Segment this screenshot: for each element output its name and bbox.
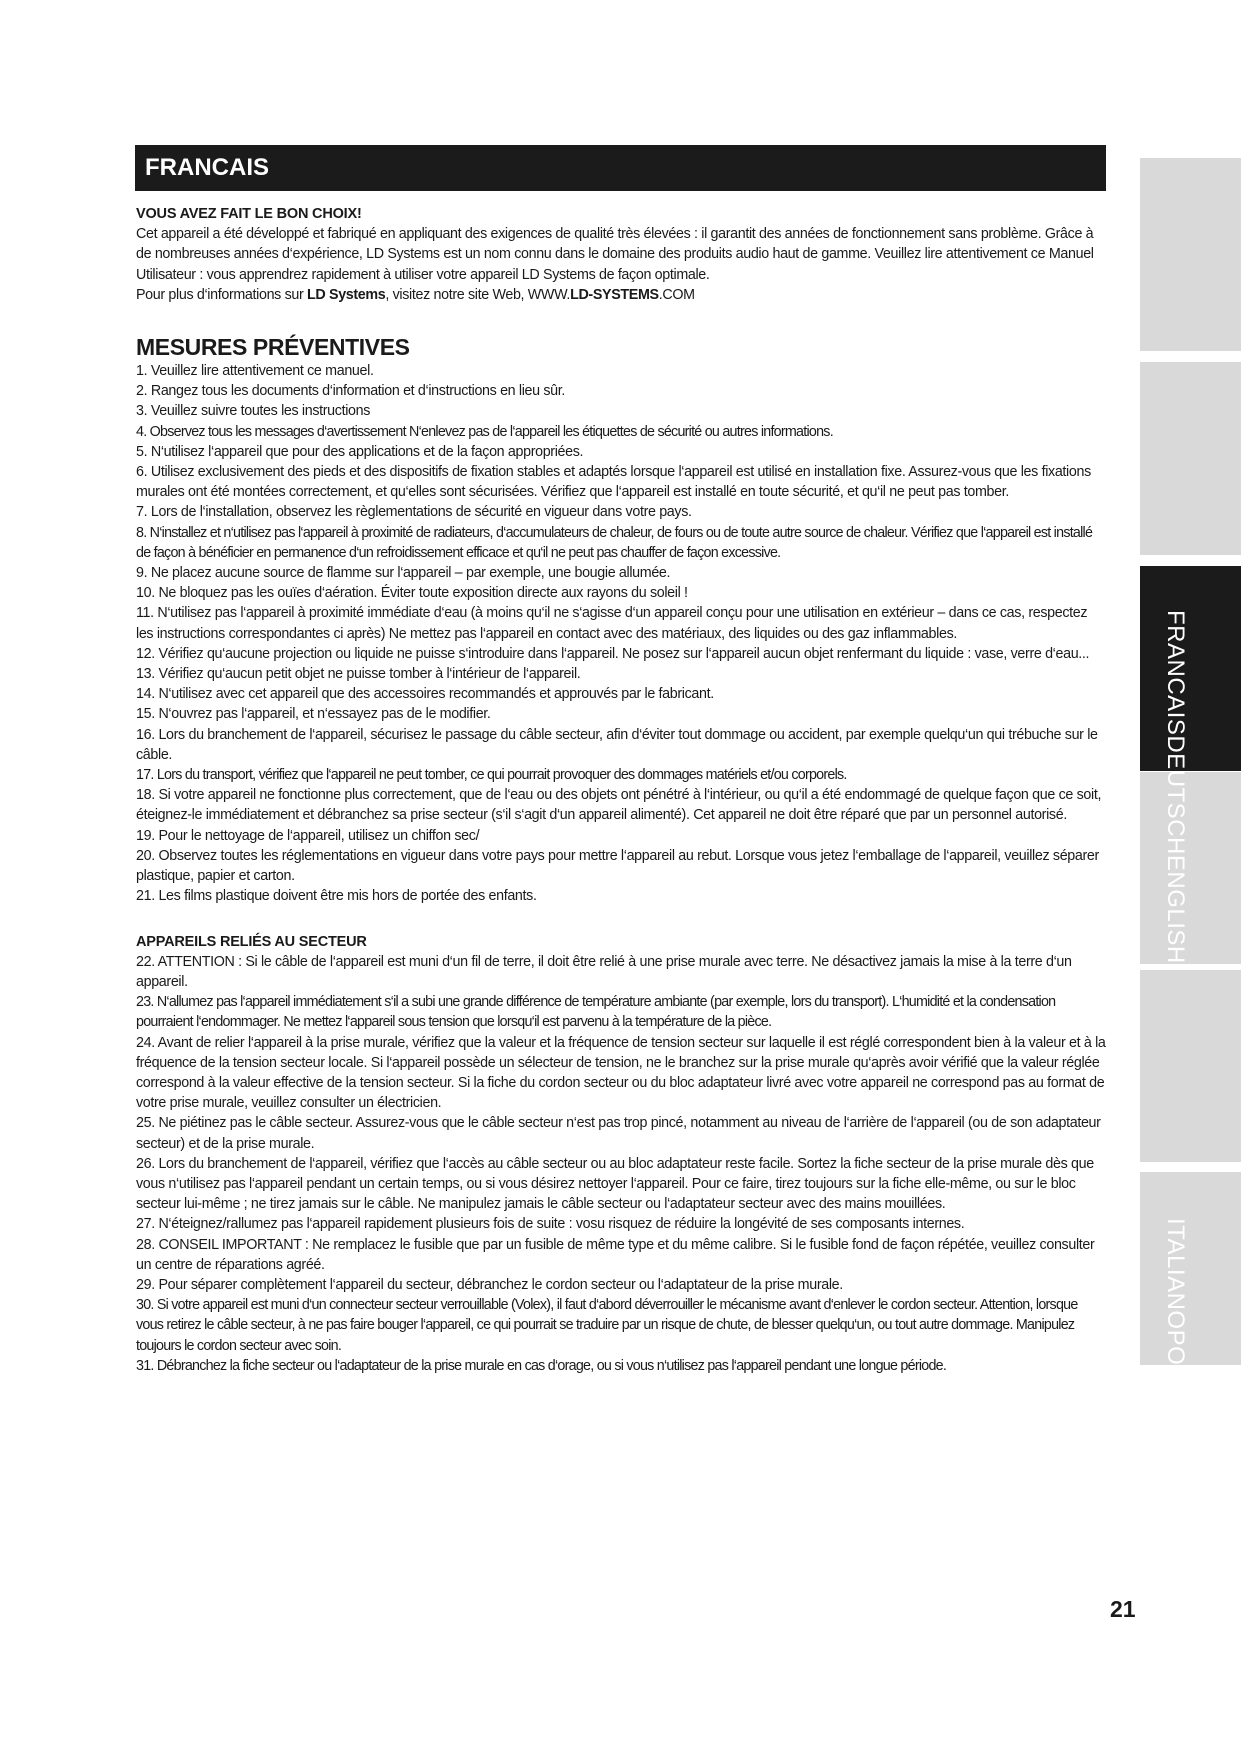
list-item: 12. Vérifiez qu‘aucune projection ou liquide ne puisse s‘introduire dans l‘appareil. Ne posez sur l‘appareil aucun objet renfermant du liquide : vase, verre d‘eau... xyxy=(136,645,1090,662)
intro-paragraph: Cet appareil a été développé et fabriqué en appliquant des exigences de qualité très élevées : il garantit des années de fonctionnement sans problème. Grâce à de nombreuses années d‘expérience, LD Systems est un nom connu dans le domaine des produits audio haut de gamme. Veuillez lire attentivement ce Manuel Utilisateur : vous apprendrez rapidement à utiliser votre appareil LD Systems de façon optimale. xyxy=(136,226,1094,283)
list-item: 21. Les films plastique doivent être mis hors de portée des enfants. xyxy=(136,888,537,905)
list-item: 31. Débranchez la fiche secteur ou l‘adaptateur de la prise murale en cas d‘orage, ou si vous n‘utilisez pas l‘appareil pendant une longue période. xyxy=(136,1357,947,1374)
side-tab-2 xyxy=(1140,362,1241,555)
preventive-heading: MESURES PRÉVENTIVES xyxy=(136,334,410,361)
website-domain: LD-SYSTEMS xyxy=(570,286,659,303)
list-item: 22. ATTENTION : Si le câble de l‘appareil est muni d‘un fil de terre, il doit être relié à une prise murale avec terre. Ne désactivez jamais la mise à la terre d‘un appareil. xyxy=(136,953,1072,990)
side-tab-language-label: FRANCAISDEUTSCHENGLISH xyxy=(1162,610,1189,964)
link-suffix: .COM xyxy=(658,286,695,303)
section-title: FRANCAIS xyxy=(145,154,269,181)
link-prefix: Pour plus d‘informations sur xyxy=(136,286,308,303)
list-item: 26. Lors du branchement de l‘appareil, vérifiez que l‘accès au câble secteur ou au bloc adaptateur reste facile. Sortez la fiche secteur de la prise murale dès que vous n‘utilisez pas l‘appareil pendant un certain temps, ou si vous désirez nettoyer l‘appareil. Pour ce faire, tirez toujours sur la fiche elle-même, ou sur le bloc secteur lui-même ; ne tirez jamais sur le câble. Ne manipulez jamais le câble secteur ou l‘adaptateur secteur avec des mains mouillées. xyxy=(136,1155,1094,1213)
list-item: 27. N‘éteignez/rallumez pas l‘appareil rapidement plusieurs fois de suite : vosu risquez de réduire la longévité de ses composants internes. xyxy=(136,1216,965,1233)
list-item: 5. N‘utilisez l‘appareil que pour des applications et de la façon appropriées. xyxy=(136,443,584,460)
list-item: 20. Observez toutes les réglementations en vigueur dans votre pays pour mettre l‘appareil au rebut. Lorsque vous jetez l‘emballage de l‘appareil, veuillez séparer plastique, papier et carton. xyxy=(136,847,1099,885)
list-item: 8. N‘installez et n‘utilisez pas l‘appareil à proximité de radiateurs, d‘accumulateurs de chaleur, de fours ou de toute autre source de chaleur. Vérifiez que l‘appareil est installé de façon à bénéficier en permanence d‘un refroidissement efficace et qu‘il ne peut pas chauffer de façon excessive. xyxy=(136,524,1093,561)
list-item: 17. Lors du transport, vérifiez que l‘appareil ne peut tomber, ce qui pourrait provoquer des dommages matériels et/ou corporels. xyxy=(136,767,847,784)
list-item: 10. Ne bloquez pas les ouïes d‘aération. Éviter toute exposition directe aux rayons du soleil ! xyxy=(136,585,688,602)
brand-name: LD Systems xyxy=(307,286,386,303)
list-item: 2. Rangez tous les documents d‘information et d‘instructions en lieu sûr. xyxy=(136,383,566,400)
list-item: 23. N‘allumez pas l‘appareil immédiatement s‘il a subi une grande différence de température ambiante (par exemple, lors du transport). L‘humidité et la condensation pourraient l‘endommager. Ne mettez l‘appareil sous tension que lorsqu‘il est parvenu à la température de la pièce. xyxy=(136,994,1056,1031)
list-item: 15. N‘ouvrez pas l‘appareil, et n‘essayez pas de le modifier. xyxy=(136,706,491,723)
list-item: 25. Ne piétinez pas le câble secteur. Assurez-vous que le câble secteur n‘est pas trop pincé, notamment au niveau de l‘arrière de l‘appareil (ou de son adaptateur secteur) et de la prise murale. xyxy=(136,1115,1101,1152)
list-item: 24. Avant de relier l‘appareil à la prise murale, vérifiez que la valeur et la fréquence de tension secteur sur laquelle il est réglé correspondent bien à la valeur et à la fréquence de la tension secteur locale. Si l‘appareil possède un sélecteur de tension, ne le branchez sur la prise murale qu‘après avoir vérifié que la valeur réglée correspond à la valeur effective de la tension secteur. Si la fiche du cordon secteur ou du bloc adaptateur livré avec votre appareil ne correspond pas au format de votre prise murale, veuillez consulter un électricien. xyxy=(136,1034,1106,1112)
intro-heading: VOUS AVEZ FAIT LE BON CHOIX! xyxy=(136,206,362,222)
spacer xyxy=(136,305,1106,333)
intro-link-line xyxy=(136,285,1106,305)
side-tab-language-label-2: ITALIANOPOLS xyxy=(1162,1218,1189,1396)
section-title-bar xyxy=(135,145,1106,191)
list-item: 4. Observez tous les messages d‘avertissement N‘enlevez pas de l‘appareil les étiquettes de sécurité ou autres informations. xyxy=(136,423,833,440)
list-item: 3. Veuillez suivre toutes les instructions xyxy=(136,403,371,420)
list-item: 13. Vérifiez qu‘aucun petit objet ne puisse tomber à l‘intérieur de l‘appareil. xyxy=(136,666,581,683)
mains-list xyxy=(136,952,1106,1376)
list-item: 9. Ne placez aucune source de flamme sur l‘appareil – par exemple, une bougie allumée. xyxy=(136,565,671,582)
list-item: 16. Lors du branchement de l‘appareil, sécurisez le passage du câble secteur, afin d‘éviter tout dommage ou accident, par exemple quelqu‘un qui trébuche sur le câble. xyxy=(136,726,1098,763)
side-tab-1 xyxy=(1140,158,1241,351)
list-item: 6. Utilisez exclusivement des pieds et des dispositifs de fixation stables et adaptés lorsque l‘appareil est utilisé en installation fixe. Assurez-vous que les fixations murales ont été montées correctement, et qu‘elles sont sécurisées. Vérifiez que l‘appareil est installé en toute sécurité, et qu‘il ne peut pas tomber. xyxy=(136,464,1091,501)
main-content xyxy=(136,204,1106,1376)
list-item: 7. Lors de l‘installation, observez les règlementations de sécurité en vigueur dans votre pays. xyxy=(136,504,692,521)
list-item: 11. N‘utilisez pas l‘appareil à proximité immédiate d‘eau (à moins qu‘il ne s‘agisse d‘un appareil conçu pour une utilisation en extérieur – dans ce cas, respectez les instructions correspondantes ci après) Ne mettez pas l‘appareil en contact avec des matériaux, des liquides ou des gaz inflammables. xyxy=(136,605,1088,642)
side-tab-label-2 xyxy=(1161,1218,1191,1396)
mains-heading: APPAREILS RELIÉS AU SECTEUR xyxy=(136,933,367,950)
link-middle: , visitez notre site Web, WWW. xyxy=(385,286,571,303)
list-item: 28. CONSEIL IMPORTANT : Ne remplacez le fusible que par un fusible de même type et du même calibre. Si le fusible fond de façon répétée, veuillez consulter un centre de réparations agréé. xyxy=(136,1236,1095,1273)
list-item: 29. Pour séparer complètement l‘appareil du secteur, débranchez le cordon secteur ou l‘adaptateur de la prise murale. xyxy=(136,1276,843,1293)
list-item: 1. Veuillez lire attentivement ce manuel. xyxy=(136,363,374,380)
list-item: 30. Si votre appareil est muni d‘un connecteur secteur verrouillable (Volex), il faut d‘abord déverrouiller le mécanisme avant d‘enlever le cordon secteur. Attention, lorsque vous retirez le câble secteur, à ne pas faire bouger l‘appareil, ce qui pourrait se traduire par un risque de chute, de blesser quelqu‘un, ou tout autre dommage. Manipulez toujours le cordon secteur avec soin. xyxy=(136,1297,1078,1354)
page-number: 21 xyxy=(1110,1596,1136,1622)
list-item: 18. Si votre appareil ne fonctionne plus correctement, que de l‘eau ou des objets ont pénétré à l‘intérieur, ou qu‘il a été endommagé de quelque façon que ce soit, éteignez-le immédiatement et débranchez sa prise secteur (s‘il s‘agit d‘un appareil alimenté). Cet appareil ne doit être réparé que par un personnel autorisé. xyxy=(136,787,1102,824)
list-item: 14. N‘utilisez avec cet appareil que des accessoires recommandés et approuvés par le fabricant. xyxy=(136,686,714,703)
list-item: 19. Pour le nettoyage de l‘appareil, utilisez un chiffon sec/ xyxy=(136,827,480,844)
spacer xyxy=(136,907,1106,932)
preventive-list xyxy=(136,361,1106,906)
